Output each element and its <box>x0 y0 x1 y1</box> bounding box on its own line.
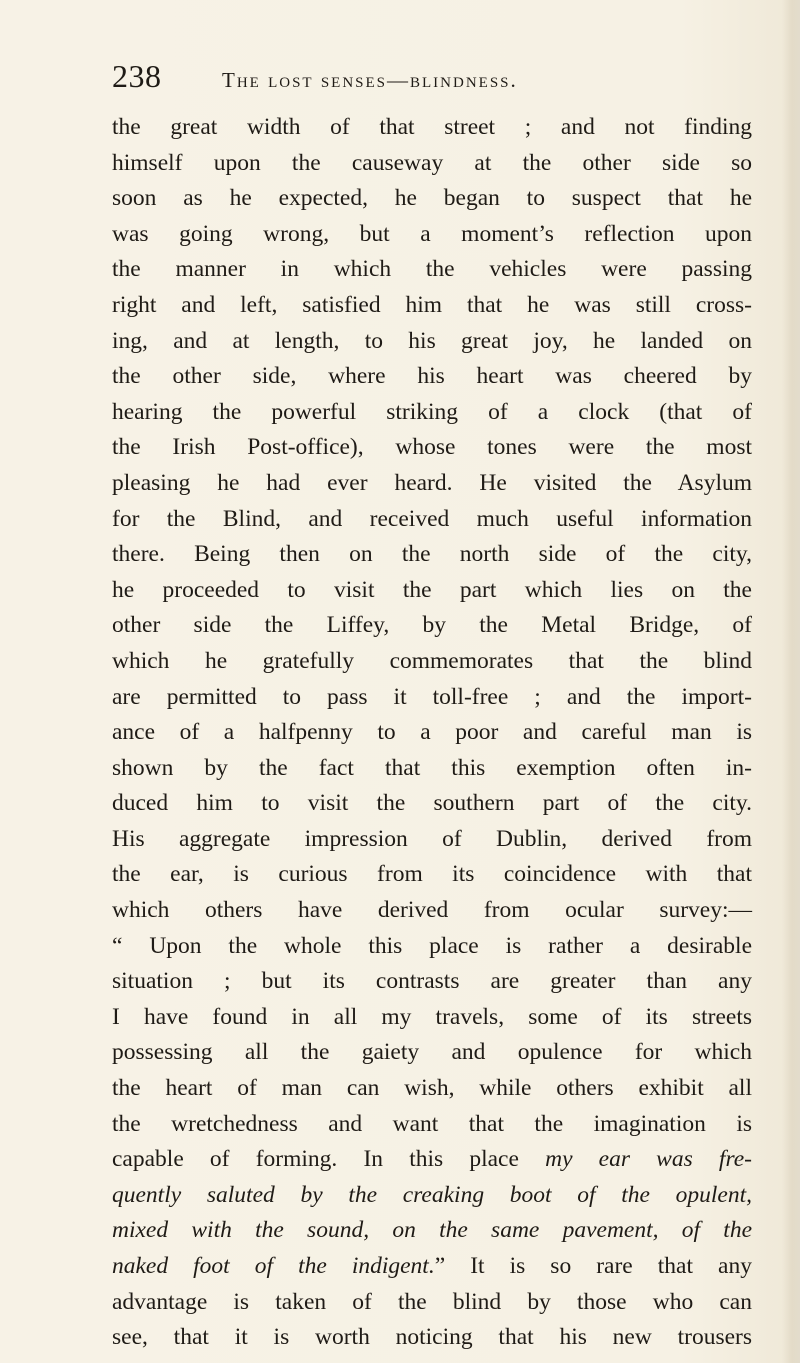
text-line: situation ; but its contrasts are greater than any <box>112 968 752 995</box>
text-line: ance of a halfpenny to a poor and careful man is <box>112 719 752 746</box>
text-line: the other side, where his heart was cheered by <box>112 363 752 390</box>
text-line: see, that it is worth noticing that his new trousers <box>112 1324 752 1351</box>
text-line: the ear, is curious from its coincidence with that <box>112 861 752 888</box>
text-segment: capable of forming. In this place <box>112 1146 546 1173</box>
text-line: the great width of that street ; and not finding <box>112 114 752 140</box>
text-line: the heart of man can wish, while others exhibit all <box>112 1075 752 1102</box>
italic-segment: mixed with the sound, on the same pavement, of the <box>112 1217 752 1244</box>
text-line: he proceeded to visit the part which lies on the <box>112 576 752 603</box>
text-line: “ Upon the whole this place is rather a desirable <box>112 932 752 959</box>
text-line <box>112 1178 752 1214</box>
text-line: the Irish Post-office), whose tones were the most <box>112 434 752 461</box>
text-line: ing, and at length, to his great joy, he landed on <box>112 327 752 354</box>
text-line: right and left, satisfied him that he was still cross- <box>112 291 752 318</box>
body-text <box>112 110 752 1356</box>
text-line <box>112 1213 752 1249</box>
page-header <box>112 58 732 98</box>
text-line: possessing all the gaiety and opulence for which <box>112 1039 752 1066</box>
text-line: there. Being then on the north side of the city, <box>112 541 752 568</box>
text-line <box>112 1249 752 1285</box>
text-line: pleasing he had ever heard. He visited the Asylum <box>112 469 752 496</box>
text-segment: ” It is so rare that any <box>434 1253 752 1279</box>
italic-segment: quently saluted by the creaking boot of the opulent, <box>112 1181 752 1208</box>
text-line: which others have derived from ocular survey:— <box>112 897 752 924</box>
text-line: for the Blind, and received much useful information <box>112 505 752 532</box>
running-head: the lost senses—blindness. <box>222 68 518 92</box>
italic-segment: naked foot of the indigent. <box>112 1253 435 1279</box>
text-line: duced him to visit the southern part of the city. <box>112 790 752 817</box>
text-line: His aggregate impression of Dublin, derived from <box>112 825 752 852</box>
text-line: advantage is taken of the blind by those who can <box>112 1288 752 1315</box>
text-line <box>112 1142 752 1178</box>
text-line: shown by the fact that this exemption often in- <box>112 754 752 781</box>
text-line: which he gratefully commemorates that the blind <box>112 647 752 674</box>
text-line: soon as he expected, he began to suspect that he <box>112 185 752 212</box>
text-line: are permitted to pass it toll-free ; and the import- <box>112 683 752 710</box>
text-line: hearing the powerful striking of a clock (that of <box>112 398 752 425</box>
text-line: I have found in all my travels, some of its streets <box>112 1003 752 1030</box>
page-edge-shadow <box>782 0 800 1363</box>
text-line: himself upon the causeway at the other side so <box>112 149 752 176</box>
text-line: other side the Liffey, by the Metal Bridge, of <box>112 612 752 639</box>
text-line: the manner in which the vehicles were passing <box>112 256 752 283</box>
text-line: the wretchedness and want that the imagination is <box>112 1110 752 1137</box>
italic-segment: my ear was fre- <box>545 1146 752 1173</box>
text-line: was going wrong, but a moment’s reflection upon <box>112 220 752 247</box>
page-number: 238 <box>112 58 162 94</box>
